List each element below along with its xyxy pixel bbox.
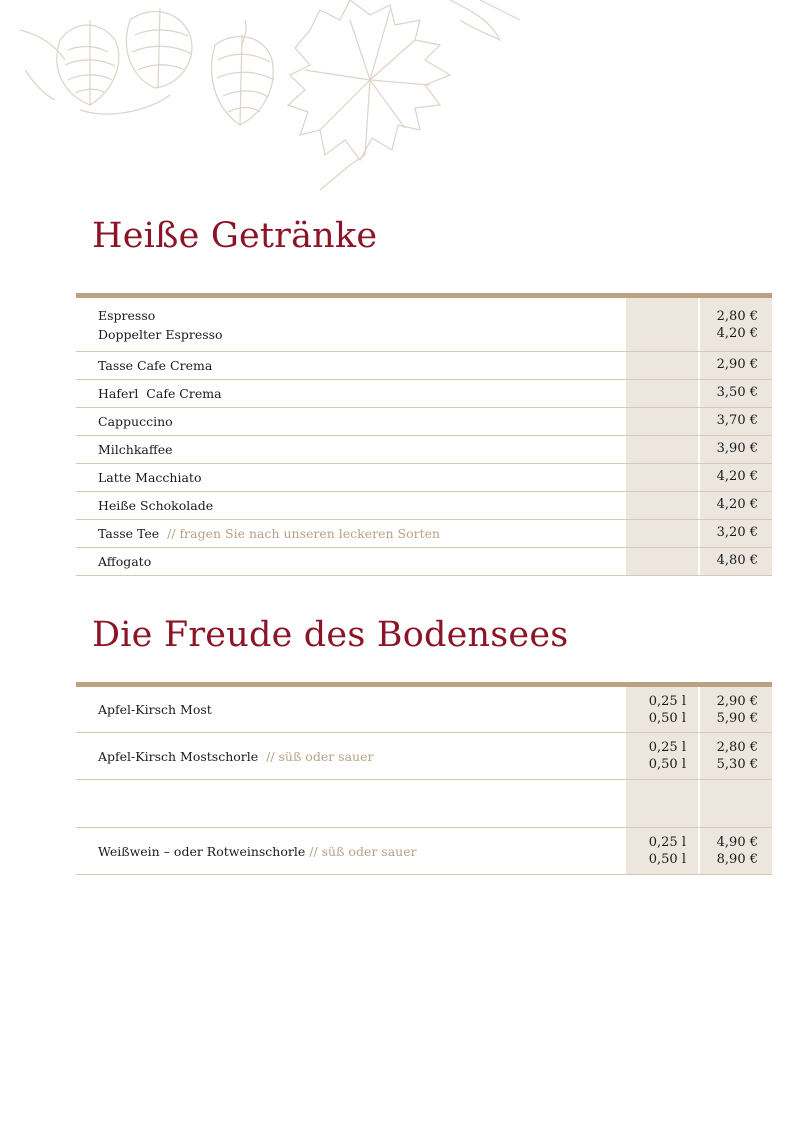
item-price: 8,90 € bbox=[716, 852, 758, 867]
item-price: 5,30 € bbox=[716, 757, 758, 772]
item-price: 4,20 € bbox=[716, 469, 758, 484]
item-price: 4,80 € bbox=[716, 553, 758, 568]
item-name: Doppelter Espresso bbox=[98, 326, 223, 342]
item-size: 0,50 l bbox=[648, 757, 686, 772]
menu-row bbox=[76, 548, 772, 576]
item-name: Milchkaffee bbox=[98, 442, 173, 457]
hops-leaf-illustration-icon bbox=[20, 0, 530, 200]
item-size: 0,50 l bbox=[648, 710, 686, 726]
section-title-lake-constance: Die Freude des Bodensees bbox=[92, 615, 569, 655]
menu-row bbox=[76, 733, 772, 780]
menu-row bbox=[76, 436, 772, 464]
item-price: 2,90 € bbox=[716, 357, 758, 372]
item-price: 5,90 € bbox=[716, 710, 758, 726]
item-note: // fragen Sie nach unseren leckeren Sorten bbox=[167, 526, 441, 541]
item-size: 0,50 l bbox=[648, 852, 686, 867]
item-price: 4,90 € bbox=[716, 835, 758, 850]
item-price: 4,20 € bbox=[716, 497, 758, 512]
item-name: Cappuccino bbox=[98, 414, 173, 429]
menu-row bbox=[76, 408, 772, 436]
menu-row bbox=[76, 298, 772, 352]
hot-drinks-menu bbox=[76, 293, 772, 576]
item-price: 3,20 € bbox=[716, 525, 758, 540]
item-note: // süß oder sauer bbox=[266, 748, 374, 764]
menu-row-empty bbox=[76, 780, 772, 828]
item-name: Haferl Cafe Crema bbox=[98, 386, 222, 401]
menu-row bbox=[76, 464, 772, 492]
item-note: // süß oder sauer bbox=[309, 843, 417, 859]
item-price: 2,80 € bbox=[716, 309, 758, 324]
item-name: Latte Macchiato bbox=[98, 470, 202, 485]
menu-row bbox=[76, 687, 772, 733]
menu-row bbox=[76, 380, 772, 408]
menu-row bbox=[76, 828, 772, 875]
menu-row bbox=[76, 520, 772, 548]
item-name: Affogato bbox=[98, 554, 152, 569]
item-size: 0,25 l bbox=[648, 740, 686, 755]
item-price: 3,70 € bbox=[716, 413, 758, 428]
item-name: Apfel-Kirsch Most bbox=[98, 702, 212, 717]
item-size: 0,25 l bbox=[648, 835, 686, 850]
item-name: Tasse Tee bbox=[98, 526, 160, 541]
item-name: Espresso bbox=[98, 307, 156, 323]
item-name: Weißwein – oder Rotweinschorle bbox=[98, 843, 306, 859]
item-price: 3,50 € bbox=[716, 385, 758, 400]
item-price: 4,20 € bbox=[716, 326, 758, 341]
item-price: 3,90 € bbox=[716, 441, 758, 456]
item-name: Tasse Cafe Crema bbox=[98, 358, 213, 373]
menu-row bbox=[76, 492, 772, 520]
item-price: 2,90 € bbox=[716, 693, 758, 709]
item-size: 0,25 l bbox=[648, 693, 686, 709]
menu-row bbox=[76, 352, 772, 380]
item-name: Apfel-Kirsch Mostschorle bbox=[98, 748, 259, 764]
lake-constance-menu bbox=[76, 682, 772, 875]
item-price: 2,80 € bbox=[716, 740, 758, 755]
item-name: Heiße Schokolade bbox=[98, 498, 214, 513]
section-title-hot-drinks: Heiße Getränke bbox=[92, 216, 378, 256]
